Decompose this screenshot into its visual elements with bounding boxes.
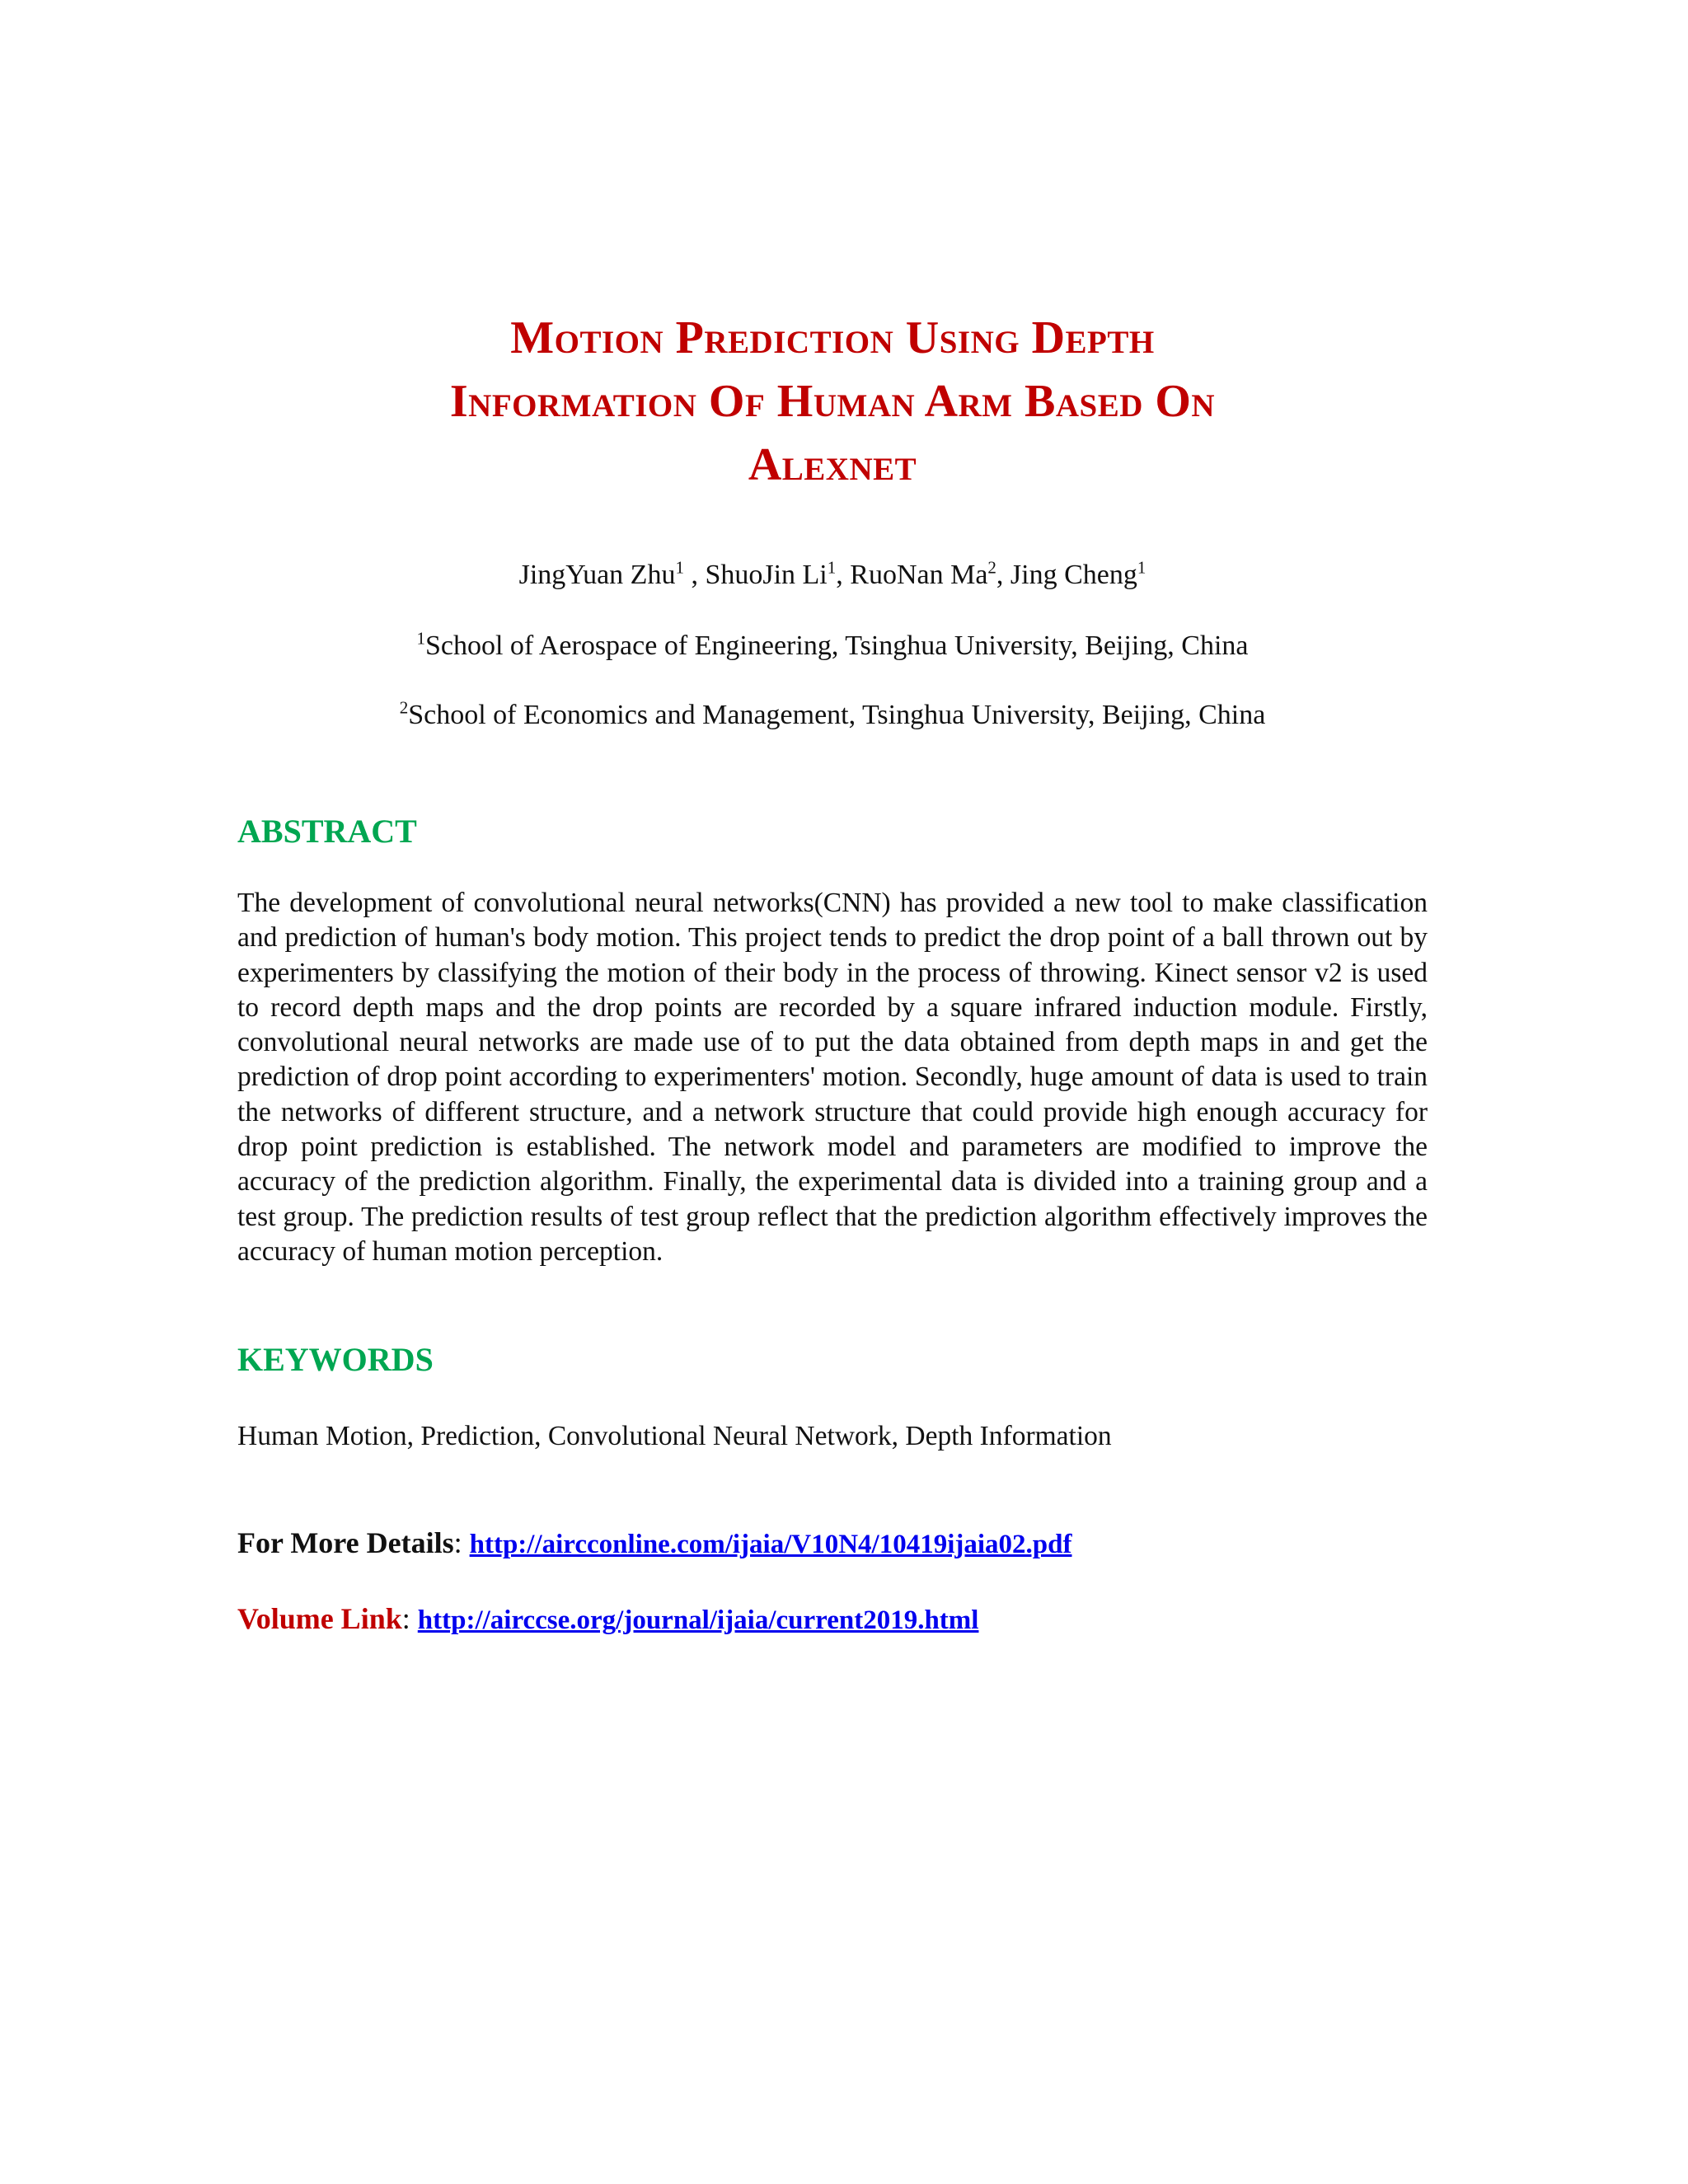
title-line-3: Alexnet bbox=[748, 439, 917, 490]
volume-link-row bbox=[237, 1601, 978, 1638]
affiliation-mark: 1 bbox=[416, 628, 425, 649]
author-name: JingYuan Zhu bbox=[518, 560, 676, 590]
affiliation-1 bbox=[272, 630, 1393, 663]
details-link-row bbox=[237, 1525, 1071, 1563]
affiliation-text: School of Aerospace of Engineering, Tsinghua University, Beijing, China bbox=[424, 630, 1249, 661]
abstract-body: The development of convolutional neural networks(CNN) has provided a new tool to make classification and prediction of human's body motion. This project tends to predict the drop point of a ball thrown out by experimenters by classifying the motion of their body in the process of throwing. Kinect sensor v2 is used to record depth maps and the drop points are recorded by a square infrared induction module. Firstly, convolutional neural networks are made use of to put the data obtained from depth maps in and get the prediction of drop point according to experimenters' motion. Secondly, huge amount of data is used to train the networks of different structure, and a network structure that could provide high enough accuracy for drop point prediction is established. The network model and parameters are modified to improve the accuracy of the prediction algorithm. Finally, the experimental data is divided into a training group and a test group. The prediction results of test group reflect that the prediction algorithm effectively improves the accuracy of human motion perception. bbox=[237, 888, 1428, 1267]
keywords-heading: KEYWORDS bbox=[237, 1341, 434, 1378]
abstract-heading: ABSTRACT bbox=[237, 813, 417, 850]
author-separator: , bbox=[836, 560, 851, 590]
details-label: For More Details bbox=[237, 1526, 454, 1559]
volume-colon: : bbox=[401, 1602, 418, 1635]
affiliation-mark: 2 bbox=[399, 697, 409, 718]
affiliation-2 bbox=[272, 699, 1393, 732]
details-colon: : bbox=[453, 1526, 470, 1559]
title-line-2: Information Of Human Arm Based On bbox=[449, 376, 1216, 427]
author-affiliation-mark: 1 bbox=[675, 557, 684, 578]
author-affiliation-mark: 2 bbox=[987, 557, 996, 578]
paper-title bbox=[272, 307, 1393, 497]
author-affiliation-mark: 1 bbox=[1137, 557, 1146, 578]
author-name: Jing Cheng bbox=[1010, 560, 1137, 590]
volume-label: Volume Link bbox=[237, 1602, 402, 1635]
author-separator: , bbox=[683, 560, 706, 590]
affiliation-text: School of Economics and Management, Tsinghua University, Beijing, China bbox=[408, 700, 1266, 730]
author-separator: , bbox=[996, 560, 1010, 590]
author-name: ShuoJin Li bbox=[705, 560, 828, 590]
keywords-body: Human Motion, Prediction, Convolutional Neural Network, Depth Information bbox=[237, 1421, 1112, 1451]
title-line-1: Motion Prediction Using Depth bbox=[510, 312, 1155, 363]
author-name: RuoNan Ma bbox=[850, 560, 988, 590]
author-affiliation-mark: 1 bbox=[827, 557, 837, 578]
details-link[interactable]: http://aircconline.com/ijaia/V10N4/10419ijaia02.pdf bbox=[469, 1530, 1072, 1559]
volume-link[interactable]: http://airccse.org/journal/ijaia/current2019.html bbox=[417, 1605, 979, 1635]
author-list bbox=[272, 559, 1393, 592]
